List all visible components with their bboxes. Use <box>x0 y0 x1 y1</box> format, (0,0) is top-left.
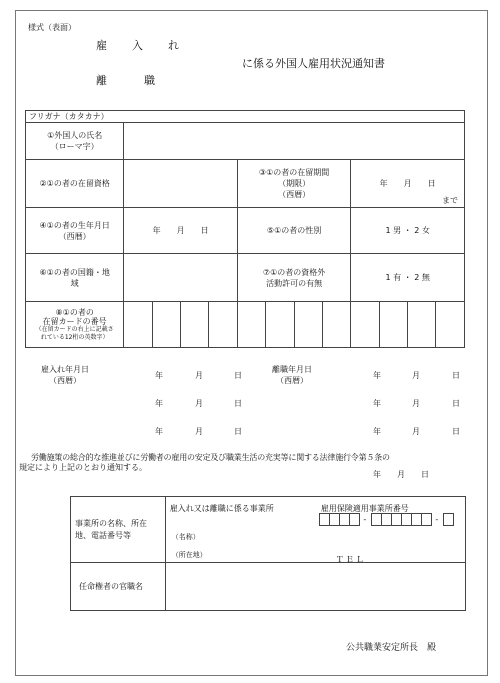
birth-label <box>26 208 124 254</box>
appointer-label: 任命権者の官職名 <box>71 563 166 611</box>
nationality-label <box>26 254 124 302</box>
card-digit[interactable] <box>351 302 379 348</box>
sex-label: ⑤①の者の性別 <box>237 208 351 254</box>
digit-box[interactable] <box>421 513 432 526</box>
office-name-label: （名称） <box>171 533 200 541</box>
card-digit[interactable] <box>408 302 436 348</box>
permit-label-text: ⑦①の者の資格外 <box>262 267 326 277</box>
digit-box[interactable] <box>349 513 360 526</box>
period-label <box>237 160 351 208</box>
notice-line-1: 労働施策の総合的な推進並びに労働者の雇用の安定及び職業生活の充実等に関する法律施行令第５条の <box>31 453 390 462</box>
office-address-label: （所在地） <box>171 551 207 559</box>
card-digit[interactable] <box>209 302 237 348</box>
form-title: に係る外国人雇用状況通知書 <box>242 57 385 70</box>
card-note-1: （在留カードの右上に記載さ <box>35 325 114 333</box>
period-label-sub2: （西暦） <box>278 190 311 199</box>
notice-date[interactable]: 年 月 日 <box>373 470 429 479</box>
hire-month-1[interactable]: 月 <box>195 371 203 380</box>
nationality-label-text: ⑥①の者の国籍・地 <box>39 267 110 277</box>
leave-date-label <box>262 364 322 386</box>
leave-day-1[interactable]: 日 <box>452 371 460 380</box>
furigana-label: フリガナ（カタカナ） <box>26 111 465 123</box>
title-leave: 離 職 <box>96 74 156 87</box>
hire-year-2[interactable]: 年 <box>155 399 163 408</box>
status-label: ②①の者の在留資格 <box>26 160 124 208</box>
addressee: 公共職業安定所長 殿 <box>346 643 437 653</box>
permit-label <box>237 254 351 302</box>
card-digit[interactable] <box>379 302 407 348</box>
birth-label-sub: （西暦） <box>58 231 91 241</box>
card-digit[interactable] <box>436 302 465 348</box>
birth-label-text: ④①の者の生年月日 <box>39 220 110 230</box>
name-label-text: ①外国人の氏名 <box>47 131 103 140</box>
period-label-text: ③①の者の在留期間 <box>258 168 330 177</box>
office-label-text2: 地、電話番号等 <box>75 530 131 540</box>
card-digit[interactable] <box>322 302 350 348</box>
hire-year-3[interactable]: 年 <box>155 427 163 436</box>
permit-label-text2: 活動許可の有無 <box>266 278 323 288</box>
name-field[interactable] <box>124 123 465 160</box>
period-field[interactable] <box>351 160 465 208</box>
period-until: まで <box>442 196 458 205</box>
leave-date-label-text: 離職年月日 <box>272 365 312 374</box>
office-table <box>70 496 466 611</box>
appointer-field[interactable] <box>165 563 465 611</box>
card-digit[interactable] <box>181 302 209 348</box>
office-label <box>71 497 166 563</box>
hire-date-label-text: 雇入れ年月日 <box>41 365 89 374</box>
card-digit[interactable] <box>266 302 294 348</box>
leave-date-label-sub: （西暦） <box>276 376 308 385</box>
hire-year-1[interactable]: 年 <box>155 371 163 380</box>
nationality-field[interactable] <box>124 254 238 302</box>
card-digit[interactable] <box>124 302 152 348</box>
period-ymd: 年 月 日 <box>379 179 436 188</box>
hire-day-3[interactable]: 日 <box>234 427 242 436</box>
hire-month-3[interactable]: 月 <box>195 427 203 436</box>
insurance-number-label: 雇用保険適用事業所番号 <box>320 504 409 513</box>
hire-date-label <box>30 364 100 386</box>
office-tel-label: ＴＥＬ <box>335 555 366 564</box>
permit-options[interactable]: 1 有 ・ 2 無 <box>351 254 465 302</box>
nationality-label-text2: 域 <box>70 278 79 288</box>
leave-day-3[interactable]: 日 <box>452 427 460 436</box>
period-label-sub1: （期限） <box>278 179 311 188</box>
card-note-2: れている12桁の英数字） <box>40 333 109 341</box>
leave-year-3[interactable]: 年 <box>373 427 381 436</box>
sex-options[interactable]: 1 男 ・ 2 女 <box>351 208 465 254</box>
card-label-text: ⑧①の者の <box>55 307 94 317</box>
hire-date-label-sub: （西暦） <box>49 376 81 385</box>
insurance-number-boxes[interactable]: - - <box>319 513 453 526</box>
card-label <box>26 302 124 348</box>
leave-year-1[interactable]: 年 <box>373 371 381 380</box>
leave-day-2[interactable]: 日 <box>452 399 460 408</box>
leave-month-3[interactable]: 月 <box>412 427 420 436</box>
name-label <box>26 123 124 160</box>
title-hire: 雇 入 れ <box>96 39 180 52</box>
office-field[interactable] <box>165 497 465 563</box>
leave-month-1[interactable]: 月 <box>412 371 420 380</box>
leave-year-2[interactable]: 年 <box>373 399 381 408</box>
leave-month-2[interactable]: 月 <box>412 399 420 408</box>
hire-day-2[interactable]: 日 <box>234 399 242 408</box>
card-digit[interactable] <box>294 302 322 348</box>
status-field[interactable] <box>124 160 238 208</box>
office-label-text1: 事業所の名称、所在 <box>75 518 147 528</box>
office-header: 雇入れ又は離職に係る事業所 <box>169 504 274 513</box>
notice-line-2: 規定により上記のとおり通知する。 <box>19 463 147 472</box>
hire-month-2[interactable]: 月 <box>195 399 203 408</box>
form-label: 様式（表面） <box>28 23 76 32</box>
name-label-sub: （ローマ字） <box>50 142 99 151</box>
digit-box[interactable] <box>443 513 454 526</box>
card-digit[interactable] <box>237 302 265 348</box>
card-digit[interactable] <box>152 302 180 348</box>
worker-info-table <box>25 110 465 348</box>
card-label-text2: 在留カードの番号 <box>42 316 107 326</box>
hire-day-1[interactable]: 日 <box>234 371 242 380</box>
birth-field[interactable]: 年 月 日 <box>124 208 238 254</box>
